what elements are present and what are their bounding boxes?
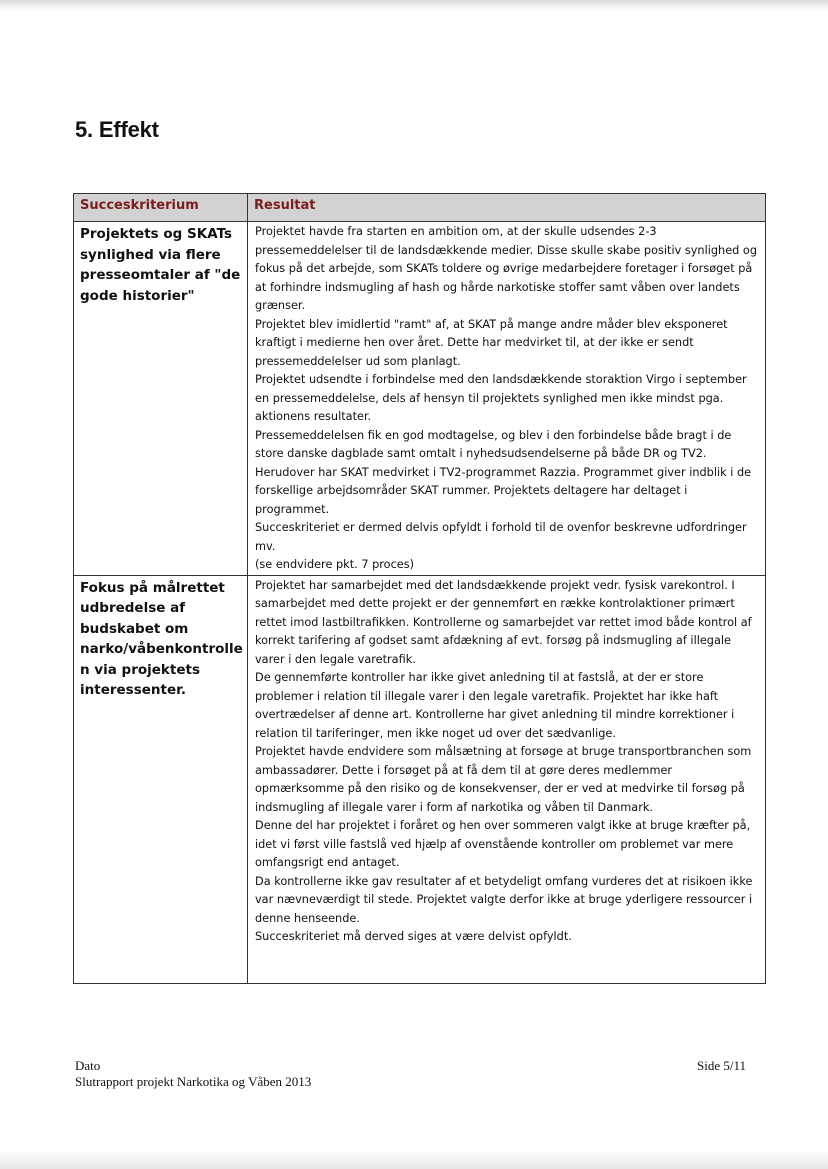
footer-report-title: Slutrapport projekt Narkotika og Våben 2013 <box>75 1074 312 1089</box>
result-cell <box>248 575 766 983</box>
page-footer <box>75 1058 746 1090</box>
criterion-cell: Fokus på målrettet udbredelse af budskabet om narko/våbenkontrolle n via projektets interessenter. <box>74 575 248 983</box>
result-paragraph: (se endvidere pkt. 7 proces) <box>255 558 415 571</box>
result-paragraph: Projektet har samarbejdet med det landsdækkende projekt vedr. fysisk varekontrol. I samarbejdet med dette projekt er der gennemført en række kontrolaktioner primært rettet imod lastbiltrafikken. Kontrollerne og samarbejdet var rettet imod både kontrol af korrekt tarifering af godset samt afdækning af evt. forsøg på indsmugling af illegale varer i den legale varetrafik. <box>255 578 752 666</box>
result-paragraph: De gennemførte kontroller har ikke givet anledning til at fastslå, at der er store problemer i relation til illegale varer i den legale varetrafik. Projektet har ikke haft overtrædelser af denne art. Kontrollerne har givet anledning til mindre korrektioner i relation til tariferinger, men ikke noget ud over det sædvanlige. <box>255 671 735 740</box>
result-paragraph: Projektet udsendte i forbindelse med den landsdækkende storaktion Virgo i september en pressemeddelelse, dels af hensyn til projektets synlighed men ikke mindst pga. aktionens resultater. <box>255 373 747 423</box>
result-paragraph: Da kontrollerne ikke gav resultater af et betydeligt omfang vurderes det at risikoen ikke var nævneværdigt til stede. Projektet valgte derfor ikke at bruge yderligere ressourcer i denne henseende. <box>255 874 753 925</box>
footer-page-number: Side 5/11 <box>697 1058 746 1073</box>
result-paragraph: Pressemeddelelsen fik en god modtagelse, og blev i den forbindelse både bragt i de store danske dagblade samt omtalt i nyhedsudsendelserne på både DR og TV2. <box>255 428 732 460</box>
result-paragraph: Projektet havde fra starten en ambition om, at der skulle udsendes 2-3 pressemeddelelser til de landsdækkende medier. Disse skulle skabe positiv synlighed og fokus på det arbejde, som SKATs toldere og øvrige medarbejdere foretager i forsøget på at forhindre indsmugling af hash og hårde narkotiske stoffer samt våben over landets grænser. <box>255 225 757 312</box>
table-header-row <box>74 194 766 222</box>
criterion-cell: Projektets og SKATs synlighed via flere presseomtaler af "de gode historier" <box>74 222 248 576</box>
result-cell <box>248 222 766 576</box>
result-paragraph: Succeskriteriet må derved siges at være delvist opfyldt. <box>255 930 572 943</box>
table-row <box>74 222 766 576</box>
scan-top-edge <box>0 0 828 10</box>
result-paragraph: Denne del har projektet i foråret og hen over sommeren valgt ikke at bruge kræfter på, idet vi først ville fastslå ved hjælp af ovenstående kontroller om problemet var mere omfangsrigt end antaget. <box>255 819 751 869</box>
footer-date-label: Dato <box>75 1058 101 1073</box>
section-heading: 5. Effekt <box>75 117 159 142</box>
header-result: Resultat <box>248 194 766 222</box>
result-paragraph: Projektet blev imidlertid "ramt" af, at SKAT på mange andre måder blev eksponeret kraftigt i medierne hen over året. Dette har medvirket til, at der ikke er sendt pressemeddelelser ud som planlagt. <box>255 317 728 368</box>
result-paragraph: Herudover har SKAT medvirket i TV2-programmet Razzia. Programmet giver indblik i de forskellige arbejdsområder SKAT rummer. Projektets deltagere har deltaget i programmet. <box>255 465 752 516</box>
result-paragraph: Succeskriteriet er dermed delvis opfyldt i forhold til de ovenfor beskrevne udfordringer mv. <box>255 521 747 553</box>
effect-table <box>73 193 766 984</box>
header-criterion: Succeskriterium <box>74 194 248 222</box>
table-row <box>74 575 766 983</box>
result-paragraph: Projektet havde endvidere som målsætning at forsøge at bruge transportbranchen som ambassadører. Dette i forsøget på at få dem til at gøre deres medlemmer opmærksomme på den risiko og de konsekvenser, der er ved at medvirke til forsøg på indsmugling af illegale varer i form af narkotika og våben til Danmark. <box>255 745 752 814</box>
scan-bottom-edge <box>0 1150 828 1169</box>
